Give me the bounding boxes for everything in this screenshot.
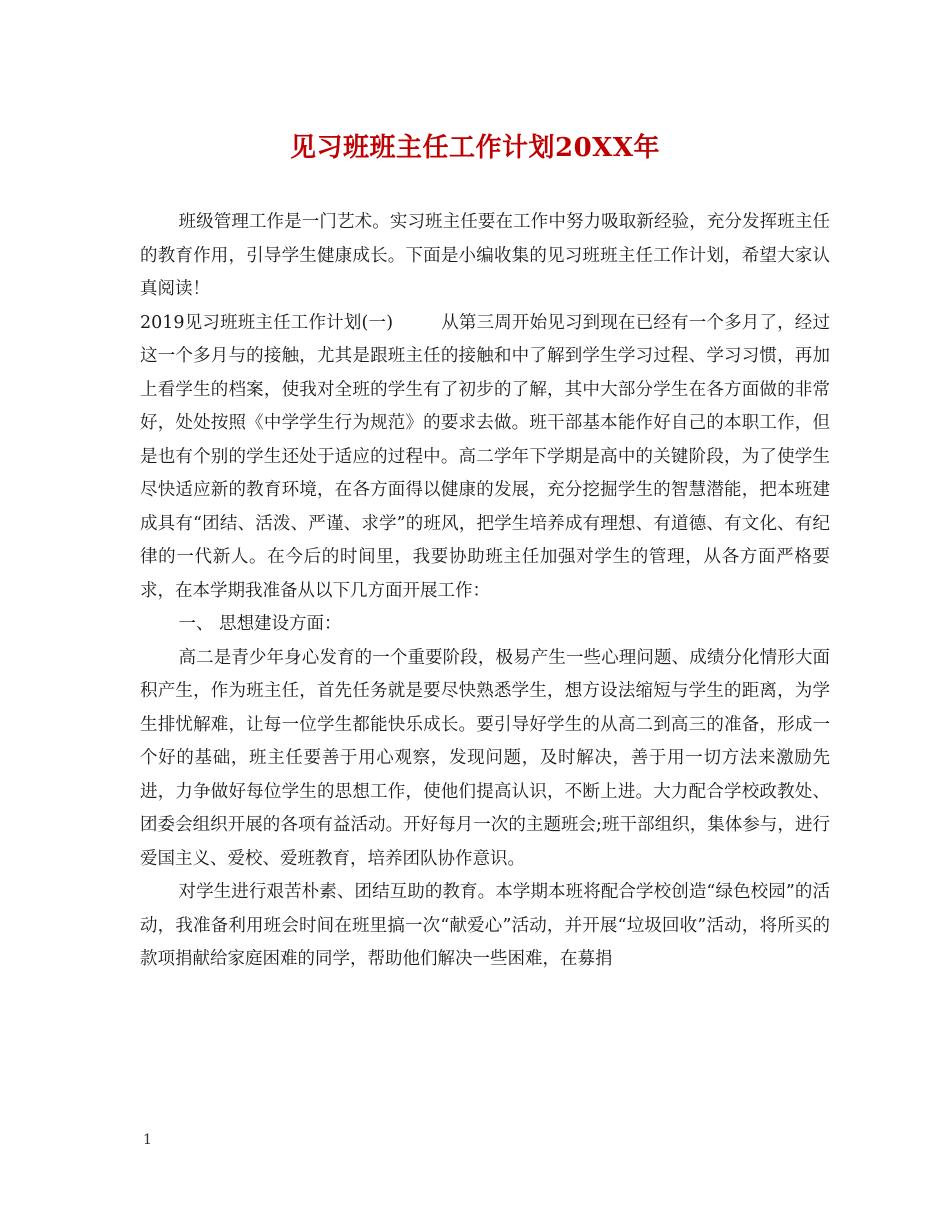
page-number: 1 [143,1132,152,1148]
document-body [140,206,830,977]
section-paragraph [140,307,830,609]
paragraph-3: 对学生进行艰苦朴素、团结互助的教育。本学期本班将配合学校创造“绿色校园”的活动，我准备利用班会时间在班里搞一次“献爱心”活动，并开展“垃圾回收”活动，将所买的款项捐献给家庭困难的同学，帮助他们解决一些困难，在募捐 [140,882,830,969]
intro-paragraph: 班级管理工作是一门艺术。实习班主任要在工作中努力吸取新经验，充分发挥班主任的教育作用，引导学生健康成长。下面是小编收集的见习班班主任工作计划，希望大家认真阅读！ [140,212,830,299]
section-label: 2019见习班班主任工作计划(一) [140,312,394,333]
document-title: 见习班班主任工作计划20XX年 [289,133,661,163]
section-heading-1: 一、 思想建设方面： [178,614,342,634]
paragraph-2: 高二是青少年身心发育的一个重要阶段，极易产生一些心理问题、成绩分化情形大面积产生，作为班主任，首先任务就是要尽快熟悉学生，想方设法缩短与学生的距离，为学生排忧解难，让每一位学生都能快乐成长。要引导好学生的从高二到高三的准备，形成一个好的基础，班主任要善于用心观察，发现问题，及时解决，善于用一切方法来激励先进，力争做好每位学生的思想工作，使他们提高认识，不断上进。大力配合学校政教处、团委会组织开展的各项有益活动。开好每月一次的主题班会;班干部组织，集体参与，进行爱国主义、爱校、爱班教育，培养团队协作意识。 [140,647,830,869]
paragraph-1: 从第三周开始见习到现在已经有一个多月了，经过这一个多月与的接触，尤其是跟班主任的接触和中了解到学生学习过程、学习习惯，再加上看学生的档案，使我对全班的学生有了初步的了解，其中大部分学生在各方面做的非常好，处处按照《中学学生行为规范》的要求去做。班干部基本能作好自己的本职工作，但是也有个别的学生还处于适应的过程中。高二学年下学期是高中的关键阶段，为了使学生尽快适应新的教育环境，在各方面得以健康的发展，充分挖掘学生的智慧潜能，把本班建成具有“团结、活泼、严谨、求学”的班风，把学生培养成有理想、有道德、有文化、有纪律的一代新人。在今后的时间里，我要协助班主任加强对学生的管理，从各方面严格要求，在本学期我准备从以下几方面开展工作： [140,312,830,601]
